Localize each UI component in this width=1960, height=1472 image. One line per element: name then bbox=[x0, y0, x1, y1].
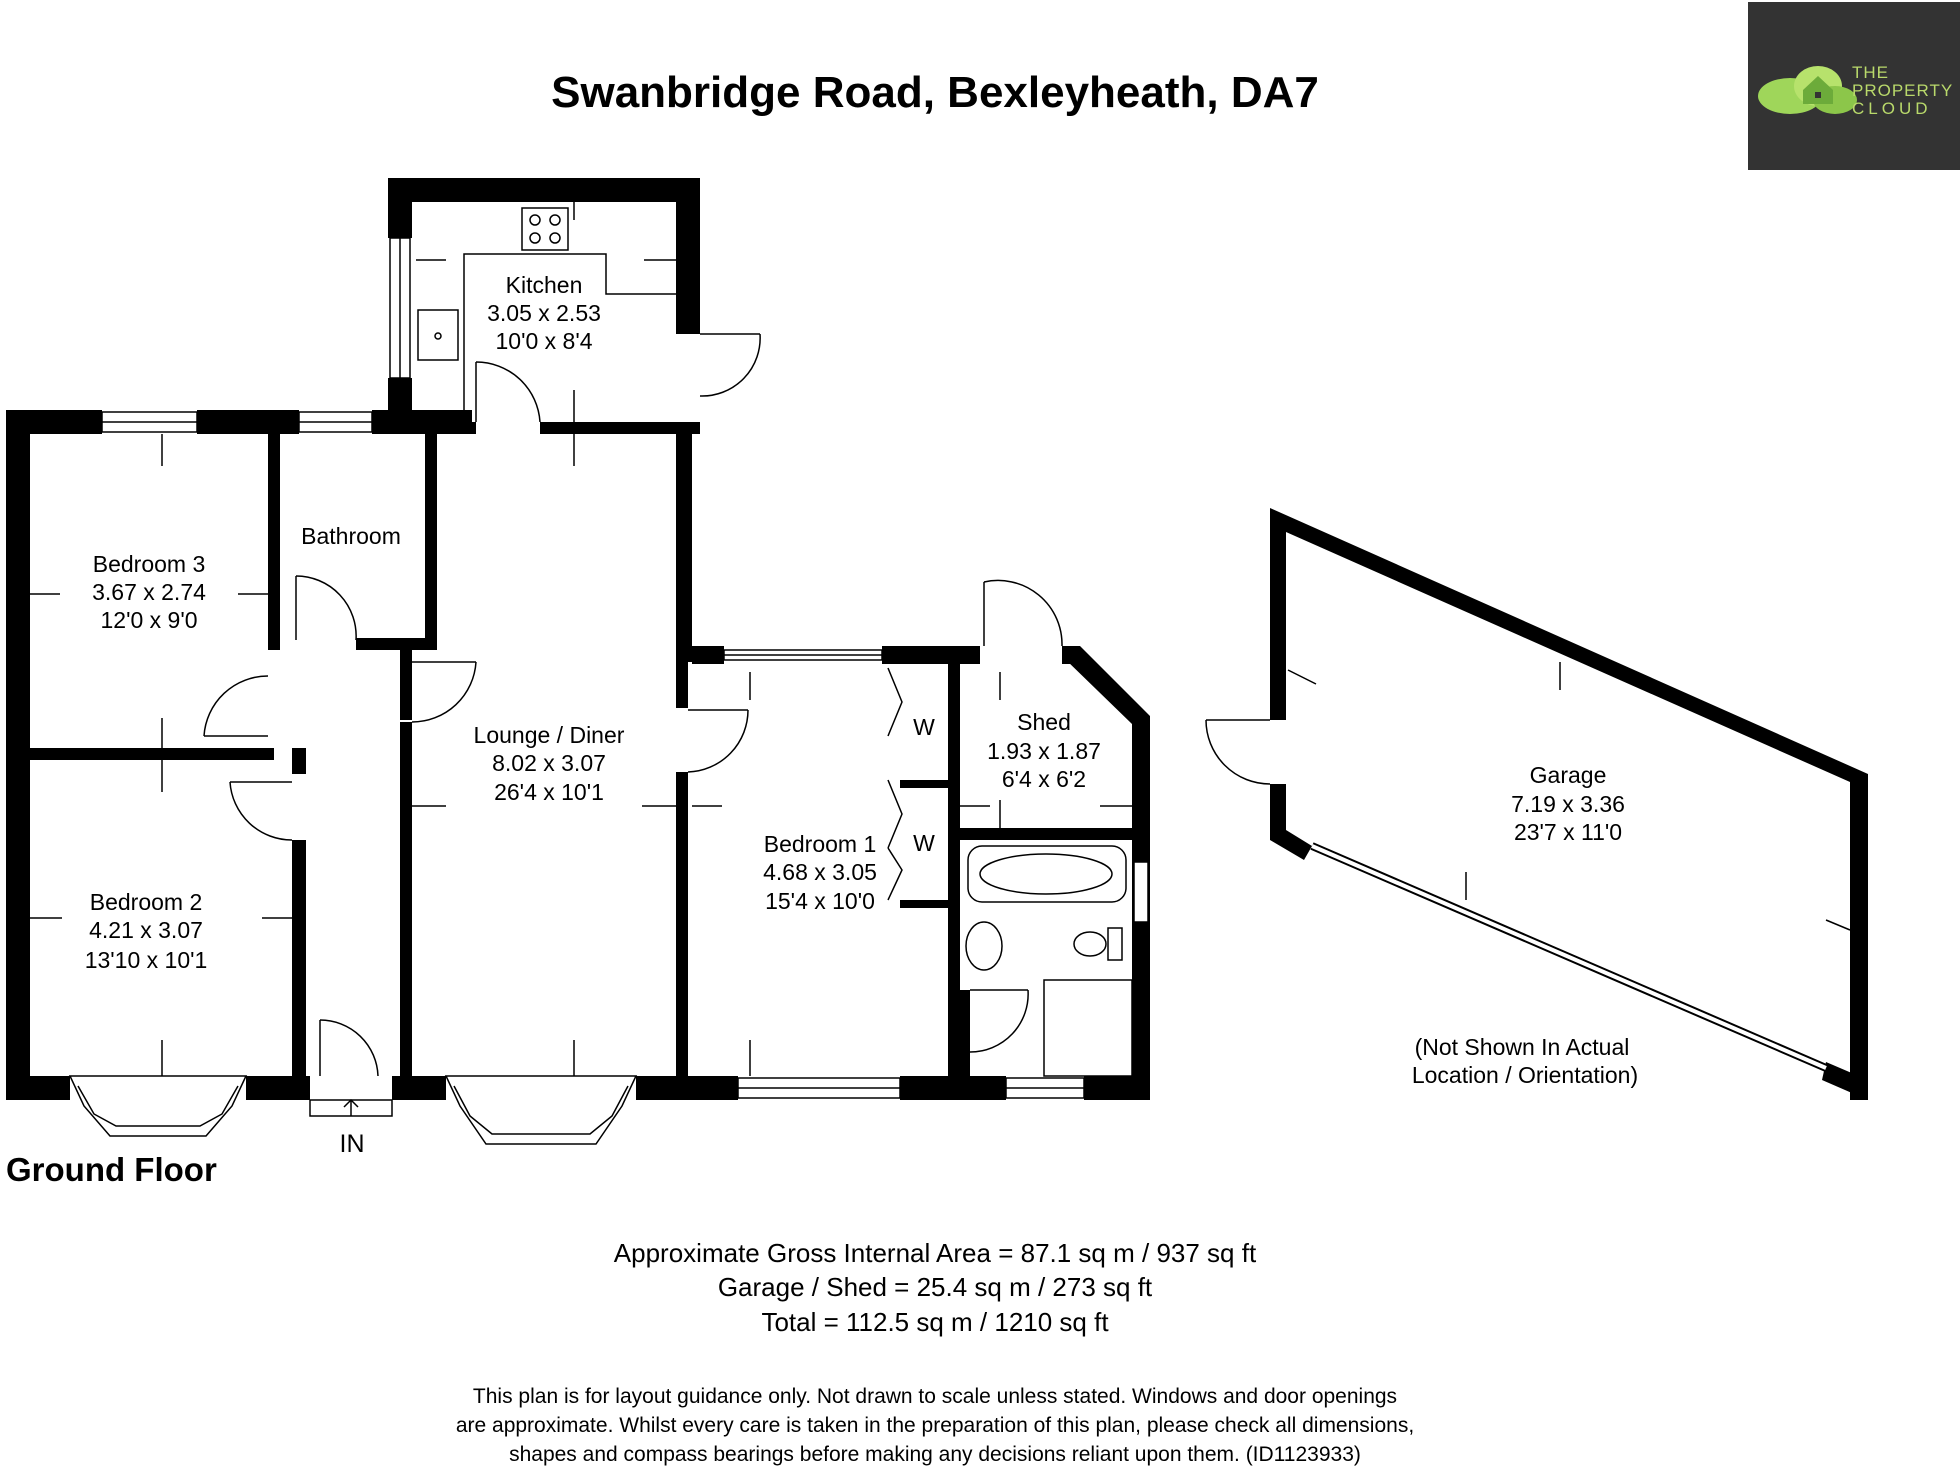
garage-note-line2: Location / Orientation) bbox=[1411, 1062, 1639, 1088]
room-bedroom1 bbox=[763, 714, 935, 914]
kitchen-imperial: 10'0 x 8'4 bbox=[495, 328, 593, 354]
wardrobe-label-1: W bbox=[913, 714, 935, 740]
wardrobe-label-2: W bbox=[913, 830, 935, 856]
bedroom1-metric: 4.68 x 3.05 bbox=[763, 859, 877, 885]
disclaimer-line-2: are approximate. Whilst every care is taken in the preparation of this plan, please check all dimensions, bbox=[455, 1414, 1415, 1437]
room-bedroom3 bbox=[92, 551, 206, 633]
bedroom2-metric: 4.21 x 3.07 bbox=[89, 917, 203, 943]
bedroom2-name: Bedroom 2 bbox=[89, 889, 203, 915]
disclaimer-line-3: shapes and compass bearings before making any decisions reliant upon them. (ID1123933) bbox=[509, 1443, 1361, 1466]
shed-metric: 1.93 x 1.87 bbox=[987, 738, 1101, 764]
garage-imperial: 23'7 x 11'0 bbox=[1513, 819, 1623, 845]
bathroom-name: Bathroom bbox=[301, 523, 401, 549]
bedroom3-metric: 3.67 x 2.74 bbox=[92, 579, 206, 605]
logo-text-the: THE bbox=[1852, 63, 1889, 82]
bedroom1-name: Bedroom 1 bbox=[763, 831, 877, 857]
room-bathroom bbox=[301, 523, 401, 549]
toilet-icon bbox=[1074, 932, 1106, 956]
floor-label: Ground Floor bbox=[6, 1151, 217, 1188]
hob-icon bbox=[522, 208, 568, 250]
room-garage bbox=[1412, 762, 1638, 1088]
lounge-imperial: 26'4 x 10'1 bbox=[494, 779, 604, 805]
basin-icon bbox=[966, 922, 1002, 970]
shower-icon bbox=[1044, 980, 1132, 1076]
property-cloud-logo bbox=[1748, 2, 1960, 170]
garage-note-line1: (Not Shown In Actual bbox=[1414, 1034, 1630, 1060]
doors bbox=[204, 334, 1062, 1076]
bedroom3-name: Bedroom 3 bbox=[92, 551, 206, 577]
area-line-3: Total = 112.5 sq m / 1210 sq ft bbox=[761, 1307, 1109, 1337]
bedroom3-imperial: 12'0 x 9'0 bbox=[100, 607, 198, 633]
bedroom1-imperial: 15'4 x 10'0 bbox=[765, 888, 875, 914]
entrance-label: IN bbox=[339, 1130, 365, 1158]
page-title: Swanbridge Road, Bexleyheath, DA7 bbox=[551, 68, 1319, 117]
room-bedroom2 bbox=[85, 889, 208, 973]
garage-metric: 7.19 x 3.36 bbox=[1511, 791, 1625, 817]
area-line-2: Garage / Shed = 25.4 sq m / 273 sq ft bbox=[717, 1272, 1153, 1302]
disclaimer bbox=[456, 1385, 1414, 1466]
shed-name: Shed bbox=[1017, 709, 1071, 735]
room-lounge-diner bbox=[474, 722, 625, 805]
room-kitchen bbox=[487, 272, 601, 354]
garage-name: Garage bbox=[1529, 762, 1607, 788]
lounge-name: Lounge / Diner bbox=[473, 722, 625, 748]
windows bbox=[70, 238, 1148, 1144]
bedroom2-imperial: 13'10 x 10'1 bbox=[84, 947, 208, 973]
kitchen-metric: 3.05 x 2.53 bbox=[487, 300, 601, 326]
area-line-1: Approximate Gross Internal Area = 87.1 sq m / 937 sq ft bbox=[613, 1238, 1257, 1268]
disclaimer-line-1: This plan is for layout guidance only. Not drawn to scale unless stated. Windows and door openings bbox=[472, 1385, 1398, 1408]
logo-text-property: PROPERTY bbox=[1852, 81, 1954, 100]
logo-text-cloud: CLOUD bbox=[1852, 99, 1932, 118]
sink-icon bbox=[418, 310, 458, 360]
kitchen-name: Kitchen bbox=[505, 272, 583, 298]
lounge-metric: 8.02 x 3.07 bbox=[492, 750, 606, 776]
room-shed bbox=[987, 709, 1101, 792]
area-summary bbox=[614, 1238, 1257, 1337]
shed-imperial: 6'4 x 6'2 bbox=[1001, 766, 1087, 792]
